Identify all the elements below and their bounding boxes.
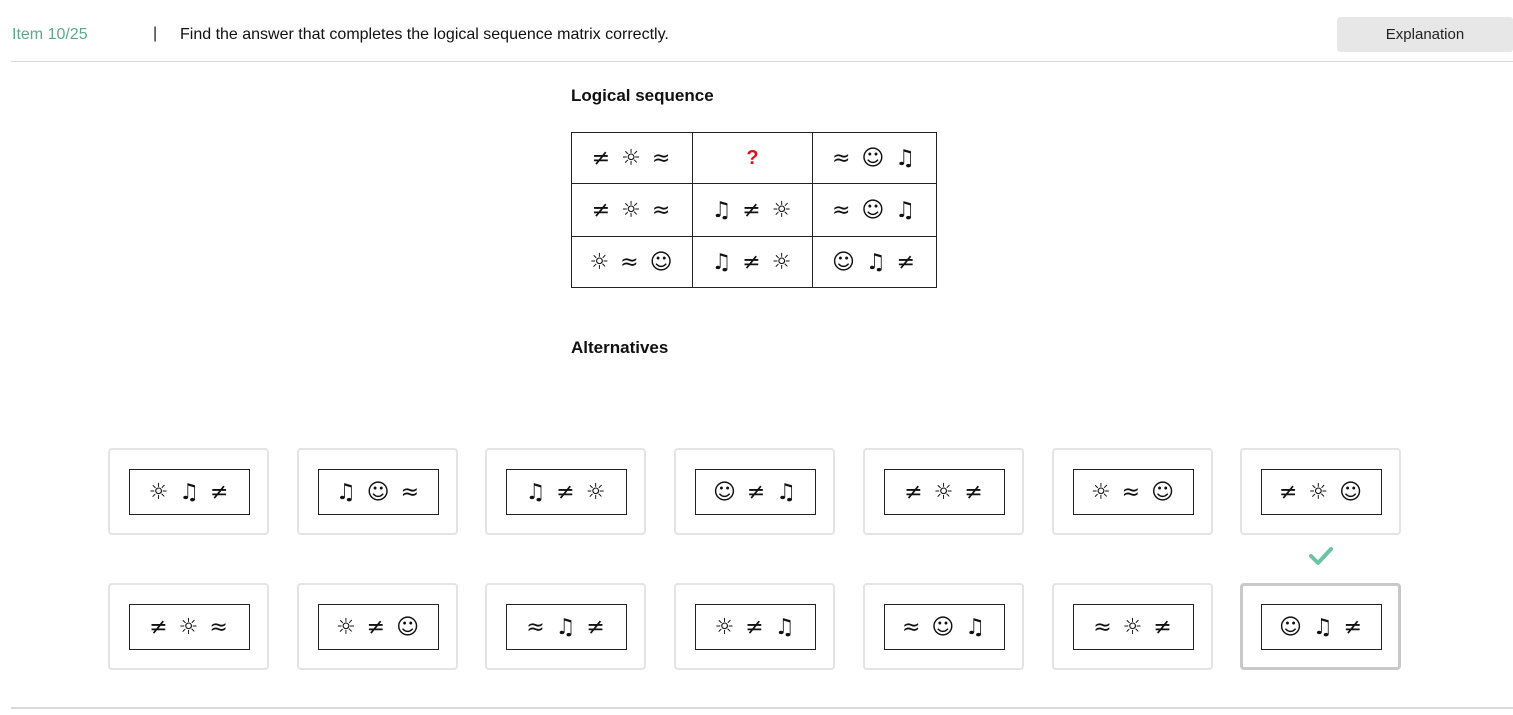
alternative-option-12[interactable] bbox=[863, 583, 1024, 670]
question-text: Find the answer that completes the logical sequence matrix correctly. bbox=[180, 26, 669, 43]
matrix-cell: ≈ ☺ ♫ bbox=[813, 133, 937, 184]
alternative-option-8[interactable] bbox=[108, 583, 269, 670]
matrix-cell: ♫ ≠ ☼ bbox=[693, 237, 813, 288]
option-symbols: ≈ ☼ ≠ bbox=[1073, 604, 1194, 650]
option-symbols: ☺ ≠ ♫ bbox=[695, 469, 816, 515]
option-symbols: ☼ ♫ ≠ bbox=[129, 469, 250, 515]
option-symbols: ≠ ☼ ≠ bbox=[884, 469, 1005, 515]
option-symbols: ≠ ☼ ☺ bbox=[1261, 469, 1382, 515]
header-bar bbox=[0, 0, 1513, 62]
matrix-row bbox=[572, 184, 937, 237]
alternative-option-10[interactable] bbox=[485, 583, 646, 670]
option-symbols: ≠ ☼ ≈ bbox=[129, 604, 250, 650]
header-separator: | bbox=[153, 25, 158, 42]
alternative-option-7[interactable] bbox=[1240, 448, 1401, 535]
matrix-row bbox=[572, 237, 937, 288]
explanation-button[interactable]: Explanation bbox=[1337, 17, 1513, 52]
matrix-cell: ≠ ☼ ≈ bbox=[572, 133, 693, 184]
option-symbols: ☺ ♫ ≠ bbox=[1261, 604, 1382, 650]
matrix-cell: ≈ ☺ ♫ bbox=[813, 184, 937, 237]
footer-divider bbox=[11, 707, 1513, 709]
item-counter: Item 10/25 bbox=[12, 26, 88, 43]
alternative-option-11[interactable] bbox=[674, 583, 835, 670]
matrix-cell: ♫ ≠ ☼ bbox=[693, 184, 813, 237]
header-divider bbox=[11, 61, 1513, 62]
option-symbols: ≈ ♫ ≠ bbox=[506, 604, 627, 650]
matrix-row bbox=[572, 133, 937, 184]
alternative-option-1[interactable] bbox=[108, 448, 269, 535]
alternative-option-3[interactable] bbox=[485, 448, 646, 535]
correct-check-icon bbox=[1308, 544, 1334, 568]
sequence-matrix bbox=[571, 132, 937, 288]
alternative-option-5[interactable] bbox=[863, 448, 1024, 535]
alternative-option-2[interactable] bbox=[297, 448, 458, 535]
option-symbols: ♫ ☺ ≈ bbox=[318, 469, 439, 515]
alternative-option-14-selected[interactable] bbox=[1240, 583, 1401, 670]
option-symbols: ☼ ≠ ☺ bbox=[318, 604, 439, 650]
matrix-cell: ☼ ≈ ☺ bbox=[572, 237, 693, 288]
matrix-cell: ≠ ☼ ≈ bbox=[572, 184, 693, 237]
alternative-option-13[interactable] bbox=[1052, 583, 1213, 670]
option-symbols: ☼ ≈ ☺ bbox=[1073, 469, 1194, 515]
logical-sequence-title: Logical sequence bbox=[571, 86, 714, 105]
option-symbols: ♫ ≠ ☼ bbox=[506, 469, 627, 515]
alternative-option-9[interactable] bbox=[297, 583, 458, 670]
option-symbols: ☼ ≠ ♫ bbox=[695, 604, 816, 650]
alternative-option-4[interactable] bbox=[674, 448, 835, 535]
option-symbols: ≈ ☺ ♫ bbox=[884, 604, 1005, 650]
matrix-cell: ☺ ♫ ≠ bbox=[813, 237, 937, 288]
matrix-missing-cell: ? bbox=[693, 133, 813, 184]
alternative-option-6[interactable] bbox=[1052, 448, 1213, 535]
alternatives-title: Alternatives bbox=[571, 338, 669, 357]
